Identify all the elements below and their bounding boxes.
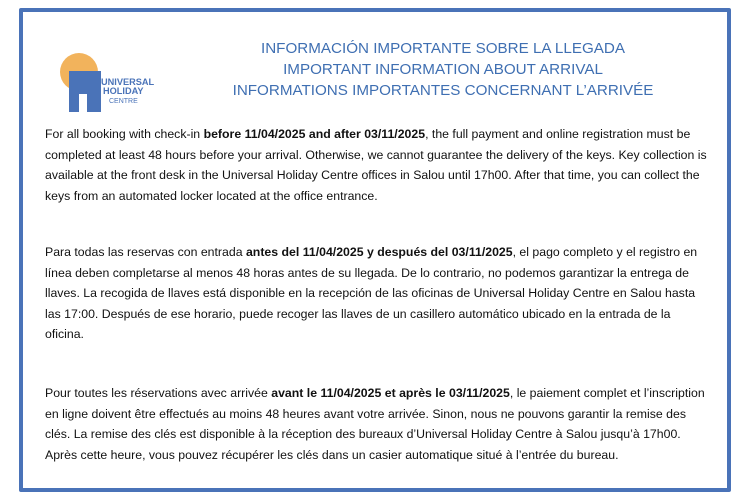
paragraph-french-text-end: , le paiement complet et l’inscription en ligne doivent être effectués au moins 48 heures avant votre arrivée. Sinon, nous ne pouvons garantir la remise des clés. La remise des clés est disponible à la réception des bureaux d’Universal Holiday Centre à Salou jusqu’à 17h00. Après cette heure, vous pouvez récupérer les clés dans un casier automatique situé à l’entrée du bureau.: [45, 386, 705, 462]
logo-text-line2: HOLIDAY: [103, 86, 144, 96]
heading-french: INFORMATIONS IMPORTANTES CONCERNANT L’ARRIVÉE: [232, 82, 654, 99]
paragraph-spanish-text-end: , el pago completo y el registro en línea deben completarse al menos 48 horas antes de su llegada. De lo contrario, no podemos garantizar la entrega de llaves. La recogida de llaves está disponible en la recepción de las oficinas de Universal Holiday Centre en Salou hasta las 17:00. Después de ese horario, puede recoger las llaves de un casillero automático ubicado en la entrada de la oficina.: [45, 245, 698, 342]
logo-text-line1: UNIVERSAL: [101, 77, 155, 87]
paragraph-spanish-dates: antes del 11/04/2025 y después del 03/11/2025: [245, 245, 513, 259]
paragraph-english-text-start: For all booking with check-in: [45, 127, 204, 141]
paragraph-french: [45, 383, 710, 465]
heading-english: IMPORTANT INFORMATION ABOUT ARRIVAL: [283, 61, 603, 78]
paragraph-spanish: [45, 242, 710, 345]
paragraph-english-dates: before 11/04/2025 and after 03/11/2025: [203, 127, 426, 141]
paragraph-french-dates: avant le 11/04/2025 et après le 03/11/2025: [271, 386, 510, 400]
paragraph-french-text-start: Pour toutes les réservations avec arrivée: [45, 386, 272, 400]
heading-spanish: INFORMACIÓN IMPORTANTE SOBRE LA LLEGADA: [260, 40, 625, 57]
notice-heading: [203, 38, 683, 101]
universal-holiday-centre-logo: [57, 48, 155, 118]
paragraph-english-text-end: , the full payment and online registration must be completed at least 48 hours before your arrival. Otherwise, we cannot guarantee the delivery of the keys. Key collection is available at the front desk in the Universal Holiday Centre offices in Salou until 17h00. After that time, you can collect the keys from an automated locker located at the office entrance.: [45, 127, 707, 203]
paragraph-english: [45, 124, 710, 206]
logo-building-icon: [69, 71, 101, 112]
logo-text-line3: CENTRE: [109, 98, 138, 105]
paragraph-spanish-text-start: Para todas las reservas con entrada: [45, 245, 246, 259]
notice-frame: [19, 8, 731, 492]
